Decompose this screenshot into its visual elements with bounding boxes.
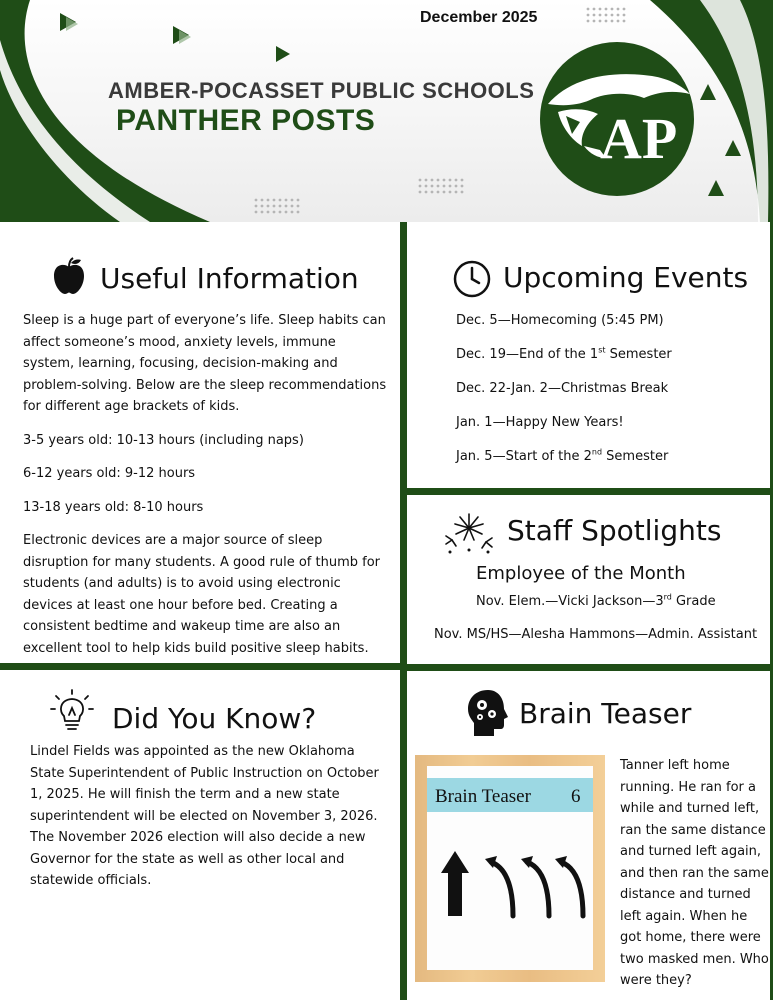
event-item: Dec. 19—End of the 1st Semester [456, 345, 672, 362]
fireworks-icon [442, 510, 496, 554]
age-recommendation: 3-5 years old: 10-13 hours (including naps) [23, 432, 304, 448]
did-you-know-text: Lindel Fields was appointed as the new Oklahoma State Superintendent of Public Instruction on October 1, 2025. He will finish the term and a new state superintendent will be elected on November 3, 2026. The November 2026 election will also decide a new Governor for the state as well as other local and statewide officials. [30, 744, 379, 888]
useful-info-body [23, 310, 388, 671]
teaser-card-number: 6 [571, 786, 581, 807]
age-recommendation: 13-18 years old: 8-10 hours [23, 499, 204, 515]
brain-teaser-text: Tanner left home running. He ran for a while and turned left, ran the same distance and turned left again, and then ran the same distance and turned left again. When he got home, there were two masked men. Who were they? [620, 758, 769, 988]
left-turn-arrow-icon [491, 862, 583, 916]
panther-logo [540, 42, 694, 196]
brain-gears-icon [466, 688, 510, 738]
brain-teaser-title: Brain Teaser [519, 697, 692, 730]
did-you-know-body [30, 741, 380, 904]
upcoming-events-title: Upcoming Events [503, 261, 749, 294]
arrows-illustration [427, 826, 593, 926]
clock-icon [452, 259, 492, 299]
lightbulb-icon [50, 688, 94, 734]
age-recommendation: 6-12 years old: 9-12 hours [23, 466, 196, 481]
section-divider-right-top [407, 488, 773, 495]
event-item: Dec. 5—Homecoming (5:45 PM) [456, 313, 664, 328]
section-divider-right-bottom [407, 664, 773, 671]
spotlight-ms-hs: Nov. MS/HS—Alesha Hammons—Admin. Assistant [434, 627, 758, 642]
svg-text:AP: AP [600, 106, 678, 171]
teaser-paper [427, 766, 593, 970]
spotlight-elem: Nov. Elem.—Vicki Jackson—3rd Grade [476, 592, 716, 609]
event-item: Jan. 5—Start of the 2nd Semester [456, 447, 669, 464]
newsletter-title: PANTHER POSTS [116, 104, 376, 137]
teaser-card-label: Brain Teaser [435, 786, 531, 807]
up-arrow-icon [441, 851, 469, 916]
useful-info-title: Useful Information [100, 262, 359, 295]
panther-icon [540, 42, 694, 196]
brain-teaser-card [415, 755, 605, 982]
did-you-know-title: Did You Know? [112, 702, 317, 735]
event-item: Jan. 1—Happy New Years! [456, 415, 624, 430]
column-divider [400, 222, 407, 1000]
district-name: AMBER-POCASSET PUBLIC SCHOOLS [108, 78, 535, 103]
issue-date: December 2025 [420, 9, 538, 26]
useful-info-paragraph: Electronic devices are a major source of sleep disruption for many students. A good rule of thumb for students (and adults) is to avoid using electronic devices at least one hour before bed. Creating a consistent bedtime and wakeup time are also an excellent tool to help kids build positive sleep habits. [23, 533, 380, 656]
useful-info-paragraph: Sleep is a huge part of everyone’s life. Sleep habits can affect someone’s mood, anxiety levels, immune system, learning, focusing, decision-making and problem-solving. Below are the sleep recommendations for different age brackets of kids. [23, 313, 387, 414]
event-item: Dec. 22-Jan. 2—Christmas Break [456, 381, 669, 396]
apple-icon [52, 257, 86, 295]
events-list [456, 311, 672, 481]
staff-spotlights-title: Staff Spotlights [507, 514, 722, 547]
newsletter-header [0, 0, 773, 222]
employee-of-month-heading: Employee of the Month [476, 563, 686, 584]
